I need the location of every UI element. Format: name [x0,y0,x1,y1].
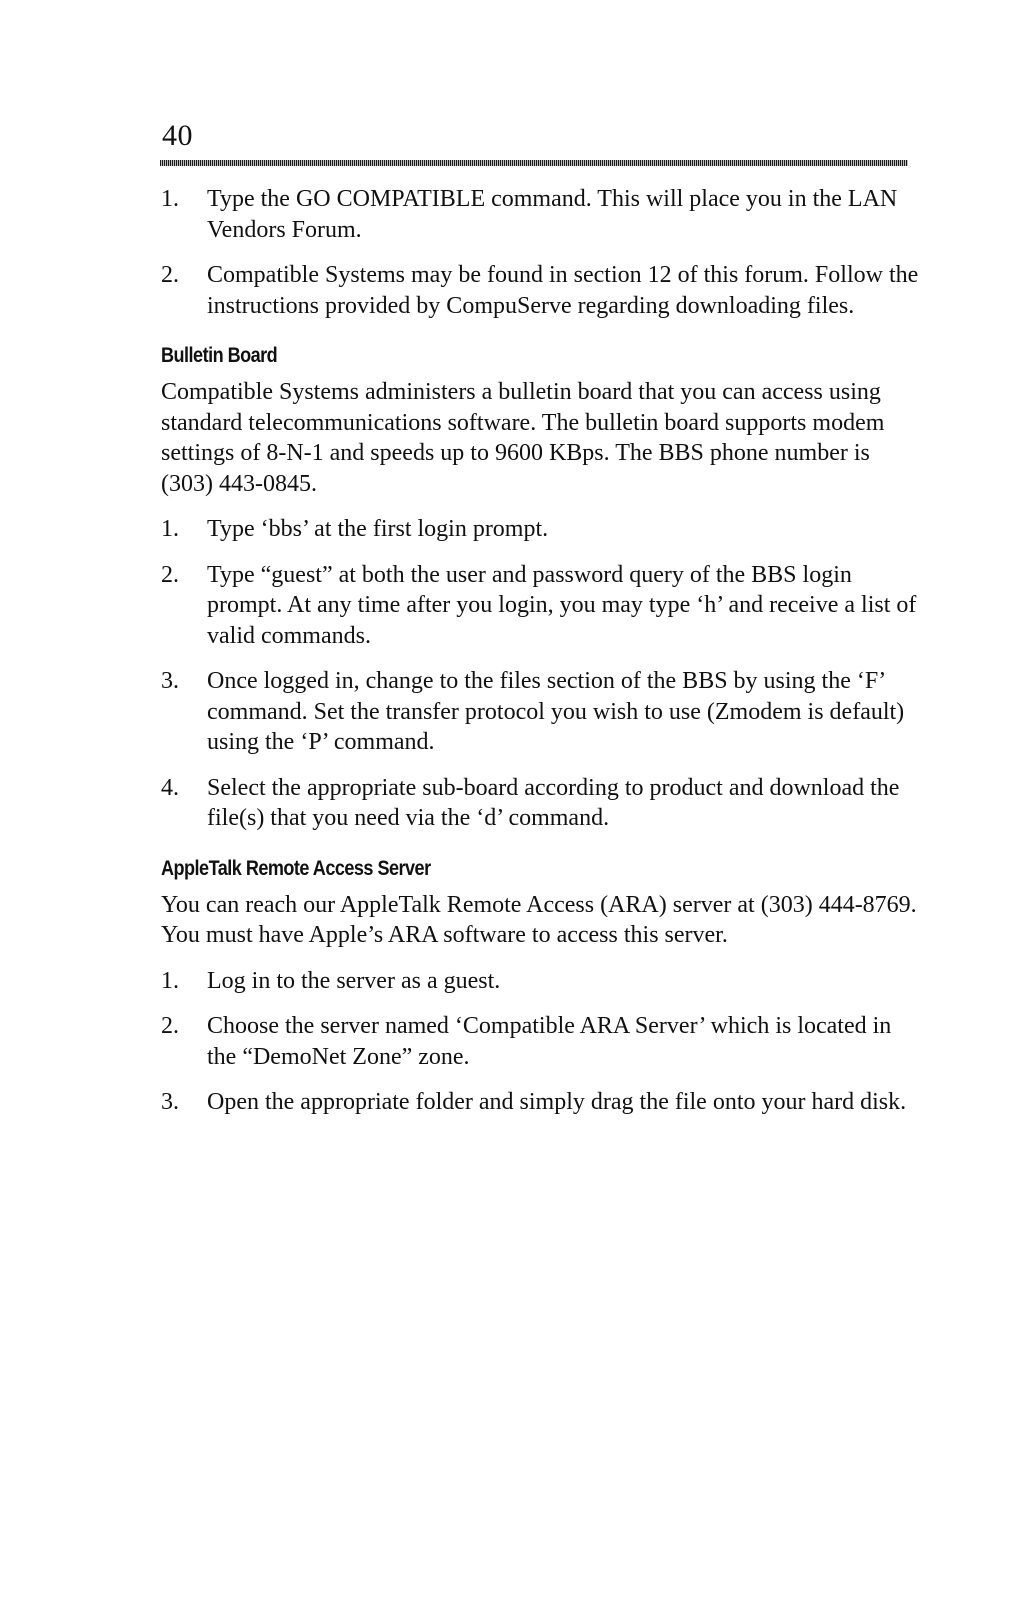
step-number: 3. [161,668,179,694]
step-number: 1. [161,186,179,212]
step-number: 1. [161,516,179,542]
list-item [161,666,921,758]
section-heading-bulletin-board: Bulletin Board [161,344,278,367]
step-number: 2. [161,561,179,588]
list-item [161,560,921,652]
appletalk-steps-list [161,966,921,1118]
step-number: 2. [161,1013,179,1039]
step-text: Type ‘bbs’ at the first login prompt. [207,516,549,542]
list-item [161,1087,921,1118]
header-rule [160,160,908,166]
step-text: Once logged in, change to the files section of the BBS by using the ‘F’ command. Set the transfer protocol you wish to use (Zmodem is default) using the ‘P’ command. [207,668,905,755]
step-text: Open the appropriate folder and simply drag the file onto your hard disk. [207,1089,907,1115]
step-number: 2. [161,262,179,288]
step-number: 1. [161,967,179,994]
step-text: Log in to the server as a guest. [207,967,501,994]
bulletin-board-paragraph: Compatible Systems administers a bulletin board that you can access using standard telecommunications software. The bulletin board supports modem settings of 8-N-1 and speeds up to 9600 KBps. The BBS phone number is (303) 443-0845. [161,379,885,497]
list-item [161,184,921,245]
intro-steps-list [161,184,921,321]
list-item [161,260,921,321]
list-item [161,966,921,997]
page-number: 40 [162,119,193,152]
step-number: 4. [161,774,179,801]
appletalk-paragraph: You can reach our AppleTalk Remote Access (ARA) server at (303) 444-8769. You must have Apple’s ARA software to access this server. [161,891,917,948]
step-number: 3. [161,1089,179,1115]
step-text: Type “guest” at both the user and password query of the BBS login prompt. At any time after you login, you may type ‘h’ and receive a list of valid commands. [207,561,917,649]
page-content [161,184,921,1133]
list-item [161,773,921,834]
step-text: Choose the server named ‘Compatible ARA Server’ which is located in the “DemoNet Zone” zone. [207,1013,892,1070]
step-text: Select the appropriate sub-board according to product and download the file(s) that you need via the ‘d’ command. [207,774,900,831]
bulletin-board-steps-list [161,514,921,834]
list-item [161,1011,921,1072]
section-heading-appletalk: AppleTalk Remote Access Server [161,856,431,880]
step-text: Compatible Systems may be found in section 12 of this forum. Follow the instructions provided by CompuServe regarding downloading files. [207,262,919,319]
list-item [161,514,921,545]
step-text: Type the GO COMPATIBLE command. This will place you in the LAN Vendors Forum. [207,186,898,243]
